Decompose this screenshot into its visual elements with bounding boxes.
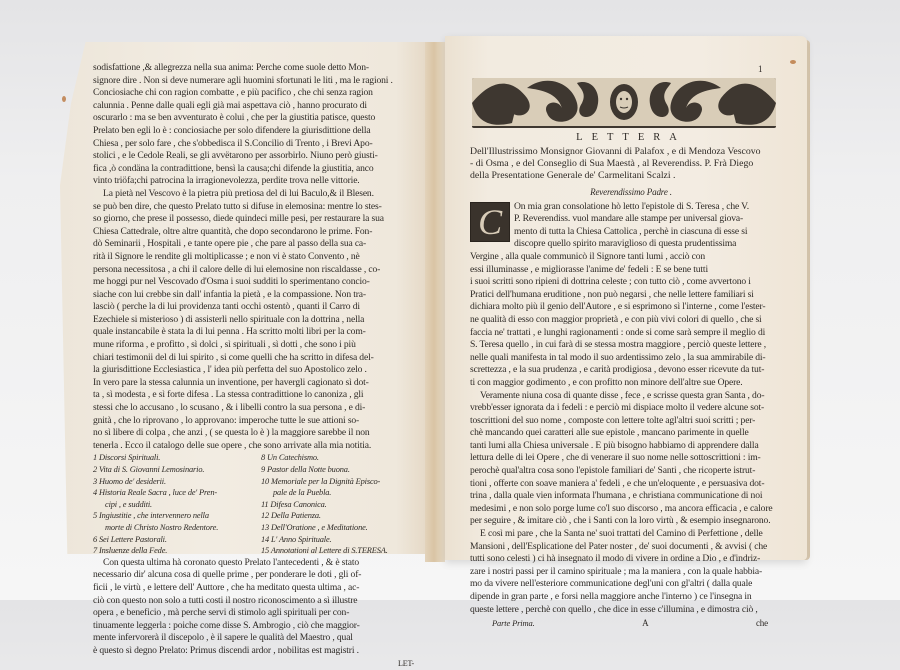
text-line: tutti sono celesti ) ci hà insegnato il modo di vivere in ordine a Dio , e d'indriz- xyxy=(470,553,792,566)
catalog-entry: pale de la Puebla. xyxy=(261,487,421,499)
text-line: sodisfattione ,& allegrezza nella sua anima: Perche come suole detto Mon- xyxy=(93,62,420,75)
text-line: vrebb'esser ignorata da i fedeli : e perciò mi dispiace molto il vedere alcune sot- xyxy=(470,402,792,415)
text-line: Chiesa Cattedrale, oltre altre quantità, che dopo secondarono le prime. Fon- xyxy=(93,226,420,239)
right-page-text xyxy=(470,186,792,630)
text-line: chè mancando quei caratteri alle sue epistole , mancano parimente in quelle xyxy=(470,427,792,440)
text-line: la giurisdittione Ecclesiastica , l' idea più perfetta del suo Apostolico zelo . xyxy=(93,364,420,377)
text-line: dichiara molto più il genio dell'Autore , e si esprimono sì l'interne , come l'ester- xyxy=(470,301,792,314)
text-line: S. Teresa quello , in cui farà di se stessa mostra maggiore , perciò queste lettere , xyxy=(470,339,792,352)
catalog-entry: 6 Sei Lettere Pastorali. xyxy=(93,534,261,546)
catalog-entry: 10 Memoriale per la Dignità Episco- xyxy=(261,476,421,488)
catalog-entry: 7 Insluenze della Fede. xyxy=(93,545,261,557)
text-line: tioni , offerte con soave maniera a' fedeli , e che un'eloquente , e persuasiva dot- xyxy=(470,478,792,491)
text-line: è questo sì degno Prelato: Primus discendi ardor , nobilitas est magistri . xyxy=(93,645,420,658)
text-line: Prelato ben egli lo è : conciosiache per solo difendere la giurisdittione della xyxy=(93,125,420,138)
text-line: E così mi pare , che la Santa ne' suoi trattati del Camino di Perfettione , delle xyxy=(470,528,792,541)
works-catalog xyxy=(93,452,420,556)
text-line: tanti lumi alla Chiesa universale . E più bisogno habbiamo di apprendere dalla xyxy=(470,440,792,453)
text-line: P. Reverendiss. vuol mandare alle stampe per universal giova- xyxy=(514,213,792,226)
text-line: Veramente niuna cosa di quante disse , fece , e scrisse questa gran Santa , do- xyxy=(470,390,792,403)
catalog-entry: 11 Difesa Canonica. xyxy=(261,499,421,511)
page-footer xyxy=(470,617,792,630)
catchword-left: LET- xyxy=(93,658,420,670)
text-line: so giorno, che prese il possesso, diede quindeci mille pesi, per restaurare la sua xyxy=(93,213,420,226)
paper-stain xyxy=(790,60,796,64)
letter-subtitle xyxy=(470,146,792,182)
text-line: trina , dalla quale vien informata l'humana , e christiana communicatione di noi xyxy=(470,490,792,503)
paper-stain xyxy=(62,96,66,102)
text-line: chiari testimonii del di lui spirito , si come quelli che ha scritto in difesa del- xyxy=(93,352,420,365)
text-line: discopre quello spirito maraviglioso di questa prudentissima xyxy=(514,238,792,251)
dropcap-lines xyxy=(470,201,792,277)
text-line: essi illuminasse , e migliorasse l'anime de' fedeli : E se bene tutti xyxy=(470,264,792,277)
ornament-headpiece-icon xyxy=(472,78,776,128)
text-line: zare i nostri passi per il camino spirituale ; ma la maniera , con la quale habbia- xyxy=(470,566,792,579)
text-line: rità il Signore le rendite gli moltiplicasse ; e non vi è stato Convento , nè xyxy=(93,251,420,264)
book-gutter xyxy=(425,42,445,562)
catalog-entry: 3 Huomo de' desiderii. xyxy=(93,476,261,488)
salutation: Reverendissimo Padre . xyxy=(470,186,792,199)
text-line: opera , e beneficio , mà perche servi di stimolo agli spirituali per con- xyxy=(93,607,420,620)
text-line: ciò con questo non solo a tutti costi il nostro riconoscimento a sì illustre xyxy=(93,595,420,608)
text-line: In vero pare la stessa calunnia un inventione, per havergli cagionato sì dot- xyxy=(93,377,420,390)
text-line: Conciosiache chi con ragion combatte , e più pacifico , che chi senza ragion xyxy=(93,87,420,100)
text-line: La pietà nel Vescovo è la pietra più pretiosa del di lui Baculo,& il Blesen. xyxy=(93,188,420,201)
text-line: siache con lui crebbe sin dall' infantia la pietà , e la compassione. Non tra- xyxy=(93,289,420,302)
page-number: 1 xyxy=(758,64,763,74)
text-line: fica ,ò condäna la contradittione, bensì la causa;chi difende la giustitia, anco xyxy=(93,163,420,176)
text-line: Ezechiele si misterioso ) di assisterli nello spirituale con la dottrina , nella xyxy=(93,314,420,327)
text-line: Vergine , alla quale communicò il Signore tanti lumi , acciò con xyxy=(470,251,792,264)
catalog-entry: 4 Historia Reale Sacra , luce de' Pren- xyxy=(93,487,261,499)
text-line: lasciò ( perche la di lui providenza tanti occhi ostentò , quanti il Carro di xyxy=(93,301,420,314)
text-line: lettura delle di lei Opere , che di venerare il suo nome nelle sottoscrittioni : im- xyxy=(470,452,792,465)
left-body-lines xyxy=(93,62,420,452)
catalog-entry: 8 Un Catechismo. xyxy=(261,452,421,464)
text-line: faccia ne' trattati , e lunghi ragionamenti : onde si come sarà sempre il meglio di xyxy=(470,327,792,340)
text-line: Mansioni , dell'Esplicatione del Pater noster , de' suoi documenti , & avvisi ( che xyxy=(470,541,792,554)
text-line: mento di tutta la Chiesa Cattolica , perchè in ciascuna di esse si xyxy=(514,226,792,239)
text-line: ti con maggior godimento , e con profitto non minore dell'altre sue Opere. xyxy=(470,377,792,390)
text-line: persona necessitosa , a chi il calore delle di lui elemosine non riscaldasse , co- xyxy=(93,264,420,277)
signature-mark: A xyxy=(642,617,648,630)
text-line: calunnia . Penne dalle quali egli già mai aspettava ciò , hanno procurato di xyxy=(93,100,420,113)
text-line: necessario dir' alcuna cosa di quelle prime , per ponderare le doti , gli of- xyxy=(93,569,420,582)
catalog-entry: 5 Ingiustitie , che intervennero nella xyxy=(93,510,261,522)
text-line: tinuamente leggerla : poiche come disse S. Ambrogio , ciò che maggior- xyxy=(93,620,420,633)
text-line: dipende in gran parte , e forsi nella maggiore anche l'interno ) ce l'insegna in xyxy=(470,591,792,604)
text-line: della Presentatione Generale de' Carmelitani Scalzi . xyxy=(470,170,792,182)
text-line: oscurarlo : ma se ben avventurato è colui , che per la giustitia patisce, questo xyxy=(93,112,420,125)
text-line: signore dire . Non si deve numerare agli huomini sfortunati le liti , ma le ragioni . xyxy=(93,75,420,88)
text-line: tenerla . Ecco il catalogo delle sue opere , che sono arrivate alla mia notitia. xyxy=(93,440,420,453)
text-line: se può ben dire, che questo Prelato tutto si difuse in elemosina: mentre lo stes- xyxy=(93,201,420,214)
text-line: i suoi scritti sono ripieni di dottrina celeste ; con tutto ciò , come avvertono i xyxy=(470,276,792,289)
text-line: stessi che lo accusano , lo scusano , & i libelli contro la sua persona , e di- xyxy=(93,402,420,415)
text-line: Chiesa , per solo fare , che s'obbedisca il S.Concilio di Trento , i Brevi Apo- xyxy=(93,138,420,151)
part-label: Parte Prima. xyxy=(470,617,535,630)
text-line: stolici , e le Cedole Reali, se gli avvëtarono per assorbirlo. Niuno però giusti- xyxy=(93,150,420,163)
catalog-entry: 13 Dell'Oratione , e Meditatione. xyxy=(261,522,421,534)
dropcap-initial: C xyxy=(470,202,510,242)
text-line: mune riforma , e profitto , sì dolci , sì spirituali , sì dotti , che sono i più xyxy=(93,339,420,352)
text-line: toscrittioni del suo nome , composte con lettere tolte agl'altri suoi scritti ; per- xyxy=(470,415,792,428)
text-line: Con questa ultima hà coronato questo Prelato l'antecedenti , & è stato xyxy=(93,557,420,570)
left-closing-lines xyxy=(93,557,420,658)
catchword-right: che xyxy=(756,617,792,630)
text-line: ne qualità di esso con maggior proprietà , e con più vivi colori di quello , che si xyxy=(470,314,792,327)
letter-heading: LETTERA xyxy=(470,132,792,143)
catalog-entry: 2 Vita di S. Giovanni Lemosinario. xyxy=(93,464,261,476)
text-line: nelle quali manifesta in tal modo il suo ardentissimo zelo , la sua ammirabile di- xyxy=(470,352,792,365)
text-line: On mia gran consolatione hò letto l'epistole di S. Teresa , che V. xyxy=(514,201,792,214)
catalog-entry: 15 Annotationi al Lettere di S.TERESA. xyxy=(261,545,421,557)
text-line: per seguire , & imitare ciò , che i Santi con la loro virtù , & esempio insegnarono. xyxy=(470,515,792,528)
text-line: screttezza , e la sua prudenza , e carità prodigiosa , devono esser ricevute da tut- xyxy=(470,364,792,377)
text-line: Dell'Illustrissimo Monsignor Giovanni di Palafox , e di Mendoza Vescovo xyxy=(470,146,792,158)
right-body-lines xyxy=(470,276,792,616)
text-line: perochè qual'altra cosa sono l'epistole familiari de' Santi , che ricoperte istrut- xyxy=(470,465,792,478)
catalog-entry: 1 Discorsi Spirituali. xyxy=(93,452,261,464)
text-line: mo da vivere nell'esteriore communicatione degl'uni con gl'altri ( dalla quale xyxy=(470,578,792,591)
text-line: me hoggi pur nel Vescovado d'Osma i suoi sudditi lo sperimentano concio- xyxy=(93,276,420,289)
text-line: gnità , che lo riprovano , lo approvano: imperoche tutte le sue attioni so- xyxy=(93,415,420,428)
left-page-text xyxy=(93,62,420,670)
catalog-entry: 14 L' Anno Spirituale. xyxy=(261,534,421,546)
text-line: ta , sì modesta , e sì forte difesa . La stessa contradittione lo canoniza , gli xyxy=(93,389,420,402)
text-line: quale instancabile è stata la di lui penna . Ha scritto molti libri per la com- xyxy=(93,326,420,339)
text-line: mente infervorerà il discepolo , è il sapere le qualità del Maestro , qual xyxy=(93,632,420,645)
catalog-entry: 9 Pastor della Notte buona. xyxy=(261,464,421,476)
text-line: - di Osma , e del Conseglio di Sua Maestà , al Reverendiss. P. Frà Diego xyxy=(470,158,792,170)
text-line: dò Seminarii , Hospitali , e tante opere pie , che pare al passo della sua ca- xyxy=(93,238,420,251)
text-line: medesimi , e non solo porge lume co'l suo discorso , ma ancora efficacia , e calore xyxy=(470,503,792,516)
catalog-entry: 12 Della Patienza. xyxy=(261,510,421,522)
text-line: no sì libere di colpa , che anzi , ( se questa lo è ) la maggiore sarebbe il non xyxy=(93,427,420,440)
text-line: Pratici dell'humana eruditione , non può negarsi , che nelle lettere familiari si xyxy=(470,289,792,302)
catalog-entry: morte di Christo Nostro Redentore. xyxy=(93,522,261,534)
text-line: vinto triöfa;chi patrocina la irragionevolezza, perdite trova nelle vittorie. xyxy=(93,175,420,188)
text-line: ficii , le virtù , e lettere dell' Auttore , che ha meditato questa ultima , ac- xyxy=(93,582,420,595)
catalog-entry: cipi , e sudditi. xyxy=(93,499,261,511)
text-line: queste lettere , perchè con quello , che dice in esse c'illumina , e dimostra ciò , xyxy=(470,604,792,617)
